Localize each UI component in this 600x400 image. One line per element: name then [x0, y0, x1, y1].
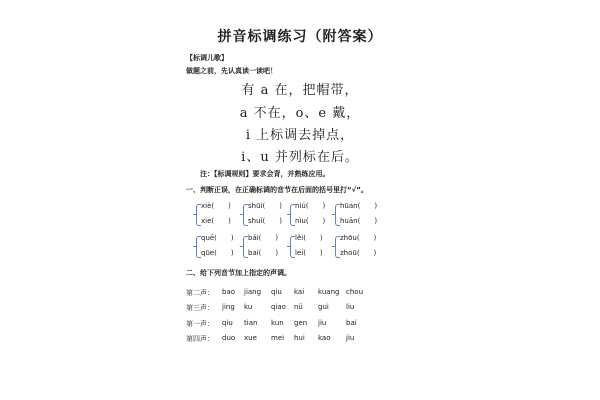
- row-label: 第二声：: [186, 289, 214, 297]
- syllable: kuang: [318, 288, 340, 296]
- syllable: nü: [294, 303, 303, 311]
- syllable: kao: [318, 334, 331, 342]
- option-b[interactable]: qūe( ): [201, 249, 234, 257]
- option-a[interactable]: lěi( ): [295, 234, 323, 242]
- option-b[interactable]: bai( ): [248, 249, 279, 257]
- option-a[interactable]: quē( ): [201, 234, 234, 242]
- section1-heading: 一、判断正误，在正确标调的音节在后面的括号里打“√”。: [186, 186, 368, 194]
- option-b[interactable]: shuí( ): [248, 217, 282, 225]
- syllable: gen: [294, 319, 308, 327]
- rhyme-line-4: i、u 并列标在后。: [241, 150, 359, 165]
- rhyme-line-2: a 不在，o、e 戴，: [239, 106, 361, 121]
- row-label: 第三声：: [186, 304, 214, 312]
- syllable: jiang: [244, 288, 262, 296]
- syllable: bao: [222, 288, 236, 296]
- option-a[interactable]: shūi( ): [248, 202, 282, 210]
- option-b[interactable]: nìu( ): [295, 217, 326, 225]
- note-text: 注：【标调规则】要求会背，并熟练应用。: [200, 170, 330, 178]
- syllable: kun: [271, 319, 284, 327]
- syllable: bai: [346, 319, 357, 327]
- syllable: duo: [222, 334, 236, 342]
- syllable: ku: [244, 303, 253, 311]
- section2-heading: 二、给下列音节加上指定的声调。: [186, 269, 291, 277]
- syllable: jing: [222, 303, 235, 311]
- option-a[interactable]: zhōu( ): [340, 234, 377, 242]
- option-a[interactable]: xiè( ): [201, 202, 231, 210]
- intro-text: 做题之前，先认真读一读吧！: [186, 67, 277, 75]
- option-a[interactable]: hūan( ): [340, 202, 378, 210]
- option-b[interactable]: xie( ): [201, 217, 231, 225]
- option-b[interactable]: zhoū( ): [340, 249, 377, 257]
- syllable: jiu: [346, 334, 355, 342]
- row-label: 第一声：: [186, 320, 214, 328]
- syllable: qiu: [222, 319, 233, 327]
- syllable: mei: [271, 334, 285, 342]
- syllable: qiao: [271, 303, 286, 311]
- syllable: hui: [294, 334, 305, 342]
- syllable: jiu: [318, 319, 327, 327]
- page-title: 拼音标调练习（附答案）: [217, 29, 383, 45]
- syllable: chou: [346, 288, 364, 296]
- syllable: gui: [318, 303, 329, 311]
- syllable: qiu: [271, 288, 282, 296]
- option-a[interactable]: bǎi( ): [248, 234, 279, 242]
- syllable: kai: [294, 288, 305, 296]
- syllable: xue: [244, 334, 257, 342]
- option-b[interactable]: leí( ): [295, 249, 323, 257]
- song-label: 【标调儿歌】: [186, 54, 228, 62]
- rhyme-line-3: i 上标调去掉点，: [245, 128, 355, 143]
- syllable: liu: [346, 303, 355, 311]
- option-a[interactable]: niú( ): [295, 202, 326, 210]
- row-label: 第四声：: [186, 335, 214, 343]
- option-b[interactable]: huān( ): [340, 217, 378, 225]
- syllable: tian: [244, 319, 258, 327]
- rhyme-line-1: 有 a 在，把帽带，: [241, 83, 359, 98]
